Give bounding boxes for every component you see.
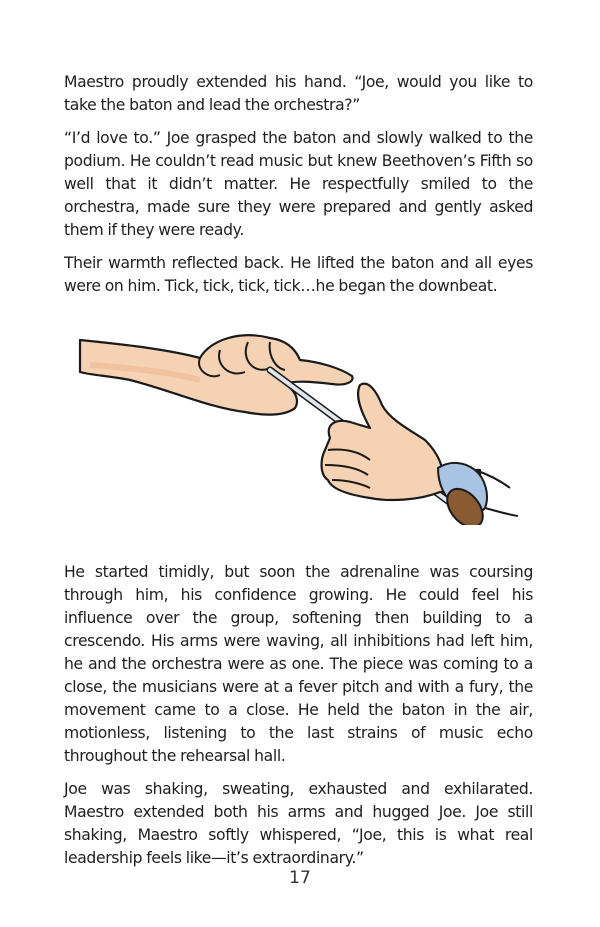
page-body-top — [64, 71, 533, 308]
page-number: 17 — [289, 868, 311, 888]
paragraph: Joe was shaking, sweating, exhausted and exhilarated. Maestro extended both his arms and hugged Joe. Joe still shaking, Maestro softly whispered, “Joe, this is what real leadership feels like—it’s extraordinary.” — [64, 780, 533, 867]
paragraph: He started timidly, but soon the adrenaline was coursing through him, his confidence growing. He could feel his influence over the group, softening then building to a crescendo. His arms were waving, all inhibitions had left him, he and the orchestra were as one. The piece was coming to a close, the musicians were at a fever pitch and with a fury, the movement came to a close. He held the baton in the air, motionless, listening to the last strains of music echo throughout the rehearsal hall. — [64, 563, 533, 765]
page-body-bottom — [64, 561, 533, 880]
baton-handoff-illustration — [70, 320, 540, 525]
paragraph: “I’d love to.” Joe grasped the baton and slowly walked to the podium. He couldn’t read music but knew Beethoven’s Fifth so well that it didn’t matter. He respectfully smiled to the orchestra, made sure they were prepared and gently asked them if they were ready. — [64, 129, 533, 239]
paragraph: Their warmth reflected back. He lifted the baton and all eyes were on him. Tick, tick, tick, tick…he began the downbeat. — [64, 254, 533, 295]
paragraph: Maestro proudly extended his hand. “Joe, would you like to take the baton and lead the orchestra?” — [64, 73, 533, 114]
hands-baton-icon — [70, 320, 540, 525]
